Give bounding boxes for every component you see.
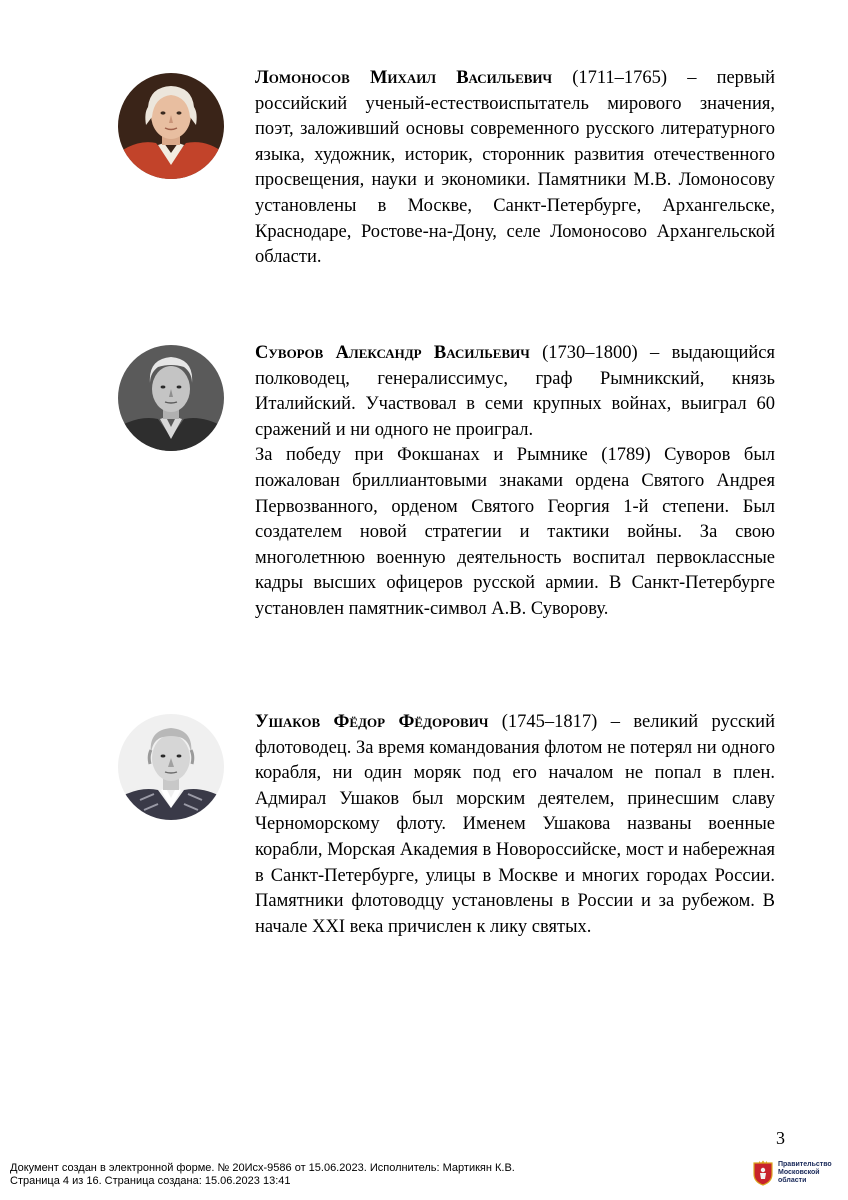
portrait-ushakov-icon bbox=[118, 714, 224, 820]
portrait-suvorov-icon bbox=[118, 345, 224, 451]
footer-line-page-info: Страница 4 из 16. Страница создана: 15.06.2023 13:41 bbox=[10, 1175, 291, 1187]
entry-paragraph bbox=[255, 710, 775, 940]
person-dates: (1711–1765) bbox=[572, 68, 668, 88]
paragraph-text: – выдающийся полководец, генералиссимус, граф Рымникский, князь Италийский. Участвовал в семи крупных войнах, выиграл 60 сражений и ни одного не проиграл. bbox=[255, 343, 775, 440]
portrait-ushakov-image bbox=[118, 714, 224, 820]
entry-ushakov-text bbox=[255, 710, 775, 940]
document-footer bbox=[10, 1162, 515, 1188]
government-name bbox=[778, 1161, 848, 1185]
entry-lomonosov-text bbox=[255, 66, 775, 271]
paragraph-text: – великий русский флотоводец. За время командования флотом не потерял ни одного корабля, ни один моряк под его началом не попал в плен. Адмирал Ушаков был морским деятелем, принесшим славу Черноморскому флоту. Именем Ушакова названы военные корабли, Морская Академия в Новороссийске, мост и набережная в Санкт-Петербурге, улицы в Москве и многих городах России. Памятники флотоводцу установлены в России и за рубежом. В начале XXI века причислен к лику святых. bbox=[255, 712, 775, 937]
portrait-suvorov-image bbox=[118, 345, 224, 451]
entry-paragraph bbox=[255, 66, 775, 271]
person-name: Суворов Александр Васильевич bbox=[255, 343, 530, 363]
person-dates: (1745–1817) bbox=[501, 712, 598, 732]
person-name: Ушаков Фёдор Фёдорович bbox=[255, 712, 489, 732]
person-name: Ломоносов Михаил Васильевич bbox=[255, 68, 553, 88]
government-badge bbox=[752, 1160, 848, 1186]
entry-paragraph bbox=[255, 341, 775, 443]
page-number: 3 bbox=[776, 1128, 785, 1148]
moscow-region-emblem-icon bbox=[752, 1160, 774, 1186]
portrait-lomonosov-icon bbox=[118, 73, 224, 179]
portrait-lomonosov-image bbox=[118, 73, 224, 179]
entry-paragraph: За победу при Фокшанах и Рымнике (1789) Суворов был пожалован бриллиантовыми знаками ордена Святого Андрея Первозванного, орденом Святого Георгия 1-й степени. Был создателем новой стратегии и тактики войны. За свою многолетнюю военную деятельность воспитал первоклассные кадры высших офицеров русской армии. В Санкт-Петербурге установлен памятник-символ А.В. Суворову. bbox=[255, 445, 775, 619]
footer-line-document-info: Документ создан в электронной форме. № 20Исх-9586 от 15.06.2023. Исполнитель: Мартикян К.В. bbox=[10, 1162, 515, 1174]
government-name-line-2: Московской области bbox=[778, 1169, 820, 1184]
entry-suvorov-text bbox=[255, 341, 775, 623]
government-name-line-1: Правительство bbox=[778, 1161, 832, 1168]
person-dates: (1730–1800) bbox=[542, 343, 638, 363]
paragraph-text: – первый российский ученый-естествоиспытатель мирового значения, поэт, заложивший основы современного русского литературного языка, художник, историк, сторонник развития отечественного просвещения, науки и экономики. Памятники М.В. Ломоносову установлены в Москве, Санкт-Петербурге, Архангельске, Краснодаре, Ростове-на-Дону, селе Ломоносово Архангельской области. bbox=[255, 68, 776, 268]
